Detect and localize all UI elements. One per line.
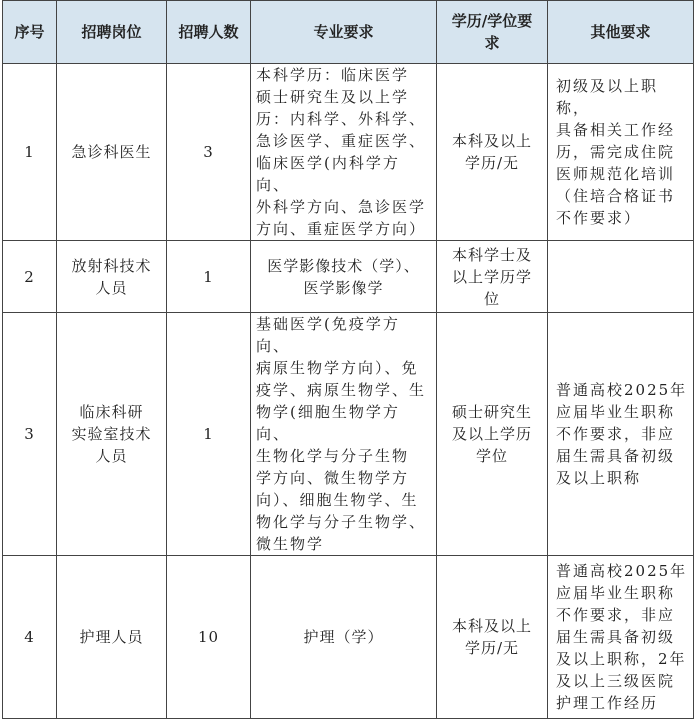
table-row bbox=[3, 241, 694, 313]
cell-major: 本科学历：临床医学 硕士研究生及以上学 历：内科学、外科学、 急诊医学、重症医学、 临床医学(内科学方向、 外科学方向、急诊医学 方向、重症医学方向） bbox=[251, 64, 437, 241]
cell-position: 急诊科医生 bbox=[57, 64, 167, 241]
cell-index: 1 bbox=[3, 64, 57, 241]
cell-index: 3 bbox=[3, 313, 57, 556]
cell-other bbox=[548, 241, 694, 313]
header-education: 学历/学位要 求 bbox=[437, 1, 548, 64]
cell-other: 普通高校2025年 应届毕业生职称 不作要求，非应 届生需具备初级 及以上职称 bbox=[548, 313, 694, 556]
header-index: 序号 bbox=[3, 1, 57, 64]
header-position: 招聘岗位 bbox=[57, 1, 167, 64]
cell-major: 护理（学） bbox=[251, 556, 437, 719]
cell-education: 硕士研究生 及以上学历 学位 bbox=[437, 313, 548, 556]
cell-major: 基础医学(免疫学方向、 病原生物学方向）、免 疫学、病原生物学、生 物学(细胞生物学方向、 生物化学与分子生物 学方向、微生物学方 向）、细胞生物学、生 物化学与分子生物学、 微生物学 bbox=[251, 313, 437, 556]
cell-education: 本科学士及 以上学历学 位 bbox=[437, 241, 548, 313]
header-other: 其他要求 bbox=[548, 1, 694, 64]
cell-position: 临床科研 实验室技术 人员 bbox=[57, 313, 167, 556]
cell-other: 普通高校2025年 应届毕业生职称 不作要求，非应 届生需具备初级 及以上职称，2年 及以上三级医院 护理工作经历 bbox=[548, 556, 694, 719]
cell-education: 本科及以上 学历/无 bbox=[437, 64, 548, 241]
cell-education: 本科及以上 学历/无 bbox=[437, 556, 548, 719]
cell-count: 10 bbox=[167, 556, 251, 719]
recruitment-table bbox=[2, 0, 694, 719]
header-major: 专业要求 bbox=[251, 1, 437, 64]
cell-count: 1 bbox=[167, 241, 251, 313]
table-row bbox=[3, 64, 694, 241]
cell-count: 3 bbox=[167, 64, 251, 241]
cell-index: 4 bbox=[3, 556, 57, 719]
cell-major: 医学影像技术（学）、 医学影像学 bbox=[251, 241, 437, 313]
cell-count: 1 bbox=[167, 313, 251, 556]
cell-position: 护理人员 bbox=[57, 556, 167, 719]
cell-index: 2 bbox=[3, 241, 57, 313]
table-row bbox=[3, 313, 694, 556]
header-row bbox=[3, 1, 694, 64]
table-row bbox=[3, 556, 694, 719]
cell-other: 初级及以上职称， 具备相关工作经 历，需完成住院 医师规范化培训 （住培合格证书 不作要求） bbox=[548, 64, 694, 241]
cell-position: 放射科技术 人员 bbox=[57, 241, 167, 313]
header-count: 招聘人数 bbox=[167, 1, 251, 64]
